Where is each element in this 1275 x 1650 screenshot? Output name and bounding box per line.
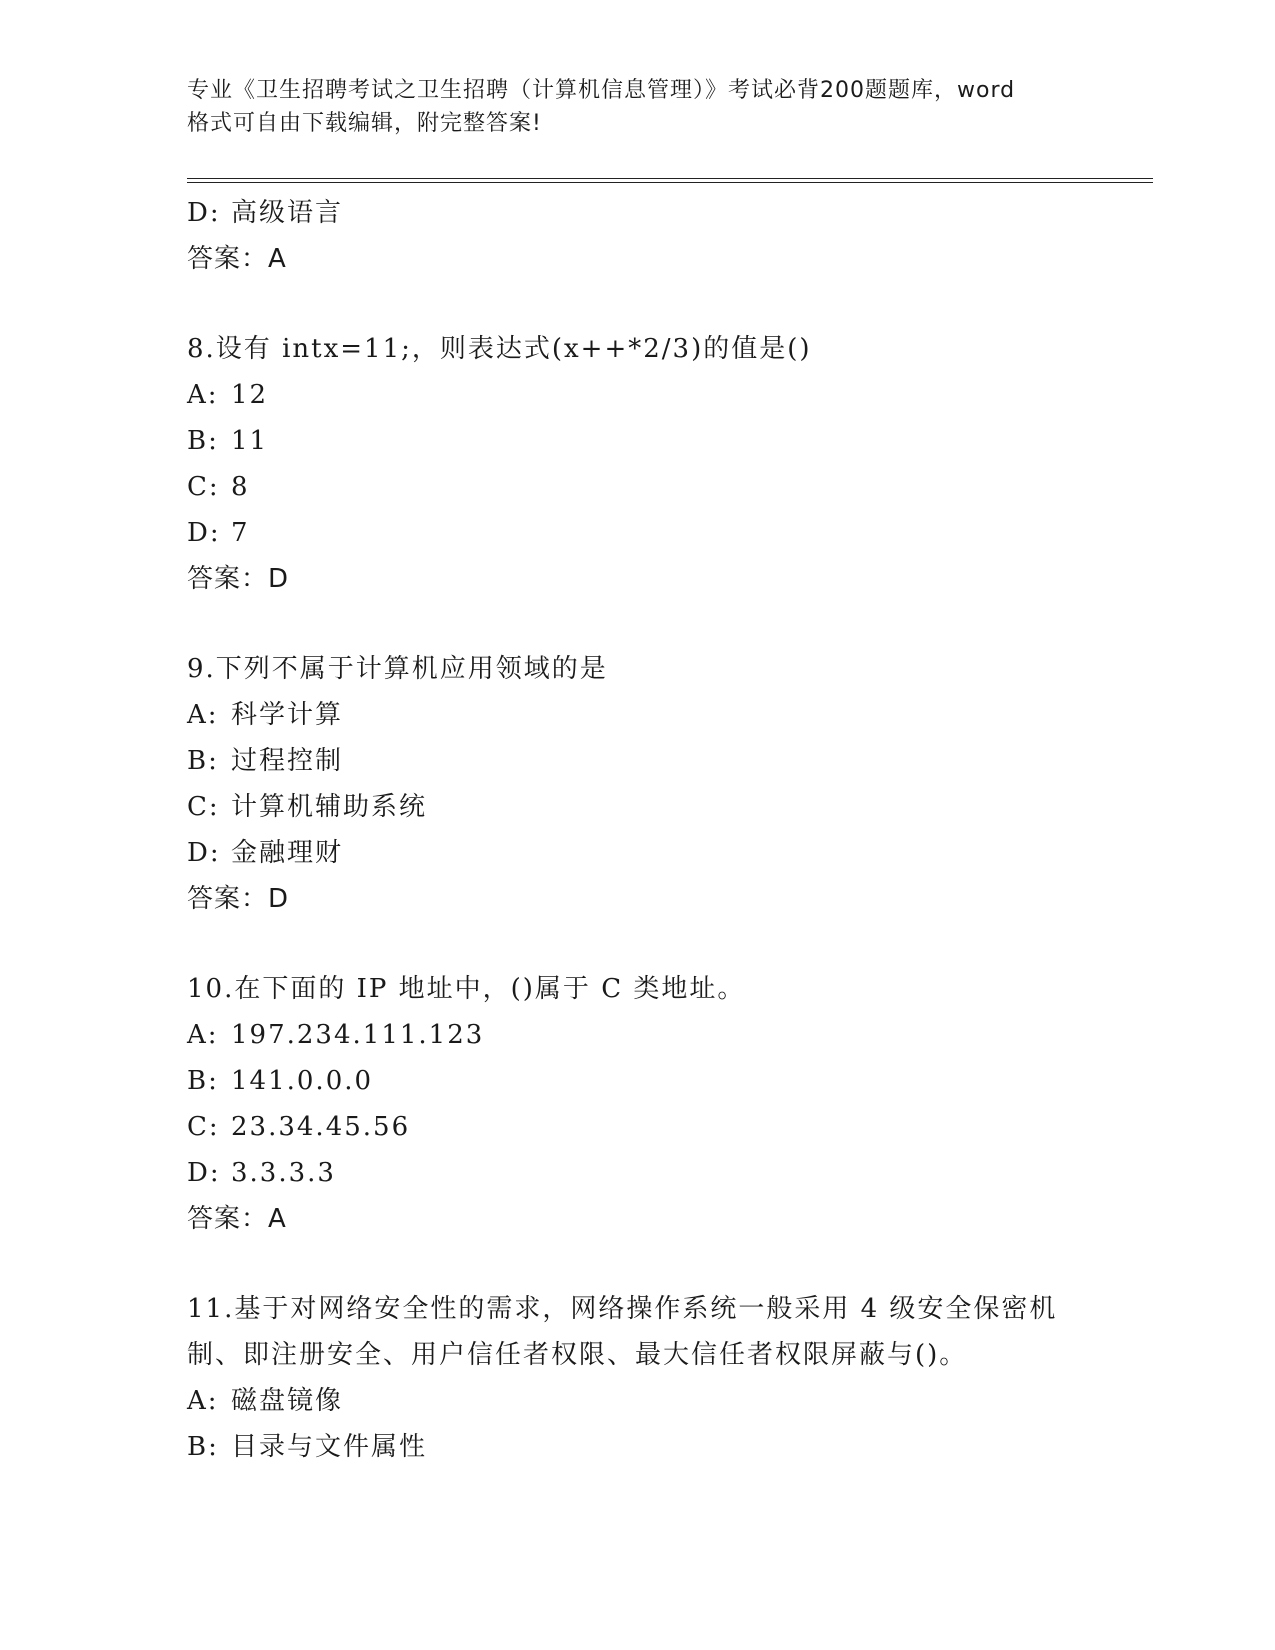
option-text: 8 xyxy=(231,472,250,502)
option-text: 磁盘镜像 xyxy=(231,1386,344,1416)
question-list xyxy=(187,190,1087,1470)
option-a xyxy=(187,692,1087,738)
option-label: A: xyxy=(187,1020,219,1050)
option-text: 141.0.0.0 xyxy=(231,1066,374,1096)
question-text-line-1: 11.基于对网络安全性的需求，网络操作系统一般采用 4 级安全保密机 xyxy=(187,1294,1058,1324)
option-d xyxy=(187,1150,1087,1196)
question-8 xyxy=(187,326,1087,602)
option-c xyxy=(187,1104,1087,1150)
option-label: A: xyxy=(187,380,219,410)
question-9 xyxy=(187,646,1087,922)
question-text: 10.在下面的 IP 地址中，()属于 C 类地址。 xyxy=(187,974,746,1004)
option-label: D: xyxy=(187,198,221,228)
answer: 答案：D xyxy=(187,564,290,594)
option-label: D: xyxy=(187,838,221,868)
option-label: A: xyxy=(187,700,219,730)
option-label: C: xyxy=(187,1112,220,1142)
document-header xyxy=(187,74,1087,140)
option-a xyxy=(187,1012,1087,1058)
option-b xyxy=(187,418,1087,464)
option-label: B: xyxy=(187,426,219,456)
option-label: B: xyxy=(187,746,219,776)
answer: 答案：A xyxy=(187,1204,287,1234)
option-b xyxy=(187,738,1087,784)
option-d xyxy=(187,830,1087,876)
option-label: D: xyxy=(187,518,221,548)
question-10 xyxy=(187,966,1087,1242)
option-text: 过程控制 xyxy=(231,746,344,776)
option-text: 计算机辅助系统 xyxy=(231,792,428,822)
option-label: C: xyxy=(187,472,220,502)
option-b xyxy=(187,1058,1087,1104)
option-c xyxy=(187,784,1087,830)
question-text: 8.设有 intx=11;，则表达式(x++*2/3)的值是() xyxy=(187,334,812,364)
answer: 答案：A xyxy=(187,244,287,274)
option-label: B: xyxy=(187,1066,219,1096)
option-label: A: xyxy=(187,1386,219,1416)
option-label: D: xyxy=(187,1158,221,1188)
answer: 答案：D xyxy=(187,884,290,914)
option-d xyxy=(187,190,1087,236)
option-text: 23.34.45.56 xyxy=(231,1112,411,1142)
option-d xyxy=(187,510,1087,556)
option-text: 科学计算 xyxy=(231,700,344,730)
option-text: 金融理财 xyxy=(231,838,344,868)
question-text: 9.下列不属于计算机应用领域的是 xyxy=(187,654,608,684)
question-11 xyxy=(187,1286,1087,1470)
option-c xyxy=(187,464,1087,510)
option-text: 197.234.111.123 xyxy=(231,1020,485,1050)
question-text-line-2: 制、即注册安全、用户信任者权限、最大信任者权限屏蔽与()。 xyxy=(187,1340,968,1370)
option-b xyxy=(187,1424,1087,1470)
header-rule-top xyxy=(187,178,1153,179)
option-label: B: xyxy=(187,1432,219,1462)
option-text: 7 xyxy=(231,518,250,548)
header-line-2: 格式可自由下载编辑，附完整答案! xyxy=(187,111,542,136)
option-label: C: xyxy=(187,792,220,822)
option-a xyxy=(187,1378,1087,1424)
header-line-1: 专业《卫生招聘考试之卫生招聘（计算机信息管理）》考试必背200题题库，word xyxy=(187,78,1016,103)
option-text: 11 xyxy=(231,426,269,456)
header-rule-bottom xyxy=(187,182,1153,183)
option-text: 目录与文件属性 xyxy=(231,1432,428,1462)
option-text: 12 xyxy=(231,380,269,410)
option-text: 高级语言 xyxy=(231,198,344,228)
option-a xyxy=(187,372,1087,418)
option-text: 3.3.3.3 xyxy=(231,1158,336,1188)
